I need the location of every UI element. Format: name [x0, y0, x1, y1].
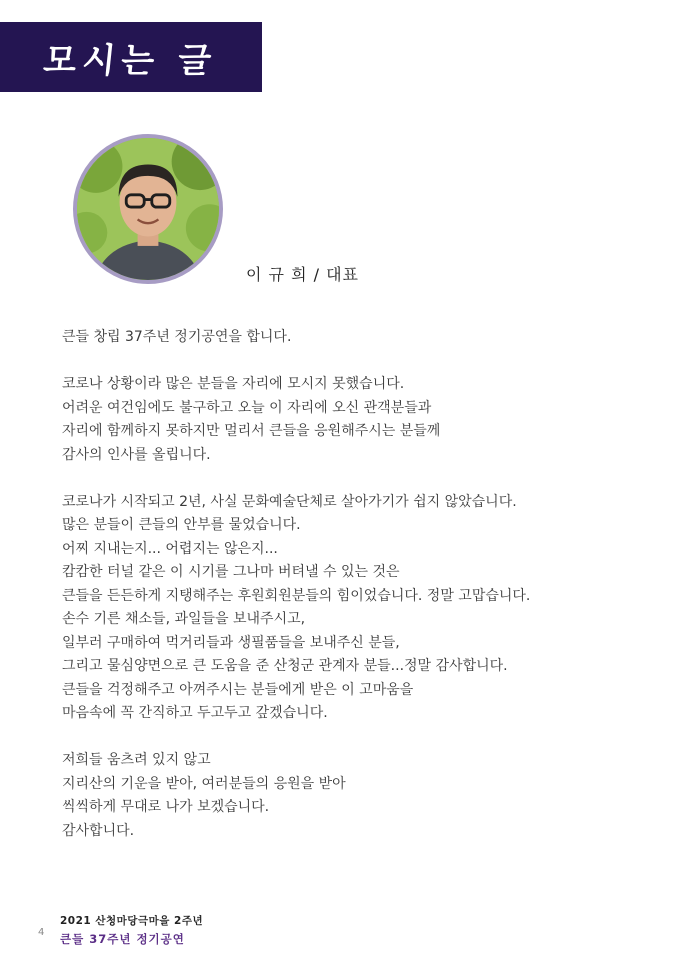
footer-show-title: 큰들 37주년 정기공연	[60, 932, 185, 946]
text-line: 큰들을 걱정해주고 아껴주시는 분들에게 받은 이 고마움을	[62, 681, 414, 698]
author-caption: 이 규 희 / 대표	[246, 265, 360, 284]
page-title: 모시는 글	[41, 40, 220, 81]
text-line: 감사의 인사를 올립니다.	[62, 446, 211, 463]
page-number: 4	[38, 927, 45, 938]
text-line: 캄캄한 터널 같은 이 시기를 그나마 버텨낼 수 있는 것은	[62, 564, 400, 580]
paragraph	[62, 491, 662, 726]
title-banner	[0, 22, 262, 92]
text-line: 자리에 함께하지 못하지만 멀리서 큰들을 응원해주시는 분들께	[62, 423, 441, 439]
text-line: 어찌 지내는지... 어렵지는 않은지...	[62, 540, 278, 557]
text-line: 그리고 물심양면으로 큰 도움을 준 산청군 관계자 분들...정말 감사합니다.	[62, 658, 508, 674]
letter-body	[62, 326, 662, 843]
author-portrait	[73, 134, 223, 284]
paragraph	[62, 749, 662, 843]
text-line: 일부러 구매하여 먹거리들과 생필품들을 보내주신 분들,	[62, 634, 400, 651]
paragraph	[62, 373, 662, 467]
text-line: 지리산의 기운을 받아, 여러분들의 응원을 받아	[62, 775, 346, 792]
text-line: 마음속에 꼭 간직하고 두고두고 갚겠습니다.	[62, 705, 328, 721]
text-line: 어려운 여건임에도 불구하고 오늘 이 자리에 오신 관객분들과	[62, 399, 432, 416]
text-line: 코로나 상황이라 많은 분들을 자리에 모시지 못했습니다.	[62, 376, 405, 392]
text-line: 큰들을 든든하게 지탱해주는 후원회원분들의 힘이었습니다. 정말 고맙습니다.	[62, 587, 531, 604]
portrait-illustration	[77, 138, 219, 280]
text-line: 큰들 창립 37주년 정기공연을 합니다.	[62, 329, 292, 345]
paragraph	[62, 326, 662, 350]
text-line: 씩씩하게 무대로 나가 보겠습니다.	[62, 799, 270, 815]
footer-event-title: 2021 산청마당극마을 2주년	[60, 915, 204, 927]
text-line: 저희들 움츠려 있지 않고	[62, 752, 211, 768]
text-line: 손수 기른 채소들, 과일들을 보내주시고,	[62, 611, 306, 627]
text-line: 많은 분들이 큰들의 안부를 물었습니다.	[62, 517, 301, 533]
text-line: 감사합니다.	[62, 822, 135, 839]
text-line: 코로나가 시작되고 2년, 사실 문화예술단체로 살아가기가 쉽지 않았습니다.	[62, 493, 517, 510]
